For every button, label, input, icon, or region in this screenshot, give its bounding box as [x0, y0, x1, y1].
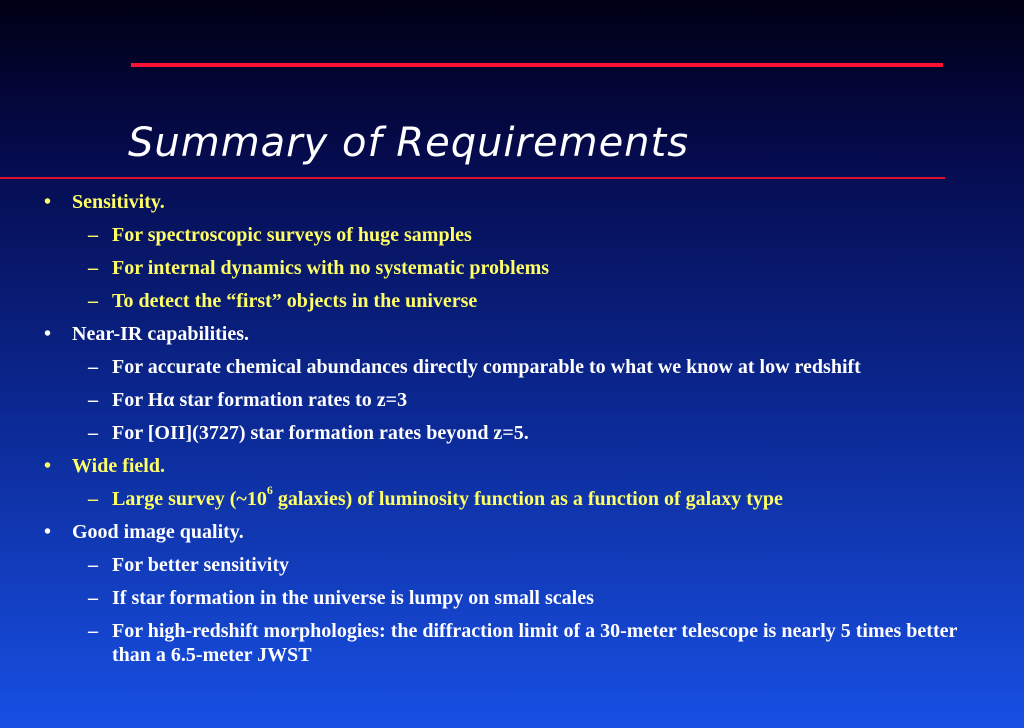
sub-bullet	[88, 553, 972, 577]
dash-marker: –	[88, 356, 98, 378]
sub-bullet-text: For internal dynamics with no systematic problems	[112, 257, 550, 279]
dash-marker: –	[88, 587, 98, 609]
sub-bullet	[88, 256, 972, 280]
bullet-label: Wide field.	[72, 455, 165, 477]
bullet-sensitivity	[44, 190, 972, 214]
title-rule-bottom	[0, 177, 945, 179]
sub-bullet-text: For accurate chemical abundances directly comparable to what we know at low redshift	[112, 356, 861, 378]
sub-bullet	[88, 619, 972, 667]
sub-bullet-text: For high-redshift morphologies: the diffraction limit of a 30-meter telescope is nearly 5 times better than a 6.5-meter JWST	[112, 620, 958, 666]
dash-marker: –	[88, 620, 98, 642]
bullet-marker: •	[44, 455, 52, 477]
sub-bullet-text-suffix: galaxies) of luminosity function as a function of galaxy type	[272, 488, 783, 510]
bullet-marker: •	[44, 323, 52, 345]
sub-bullet	[88, 355, 972, 379]
bullet-label: Good image quality.	[72, 521, 244, 543]
sub-bullet-text: To detect the “first” objects in the universe	[112, 290, 478, 312]
sub-bullet	[88, 586, 972, 610]
dash-marker: –	[88, 290, 98, 312]
exponent: 6	[266, 483, 273, 498]
bullet-marker: •	[44, 191, 52, 213]
bullet-label: Sensitivity.	[72, 191, 165, 213]
slide-content	[0, 190, 1024, 676]
sub-bullet-text: For spectroscopic surveys of huge samples	[112, 224, 472, 246]
slide-title: Summary of Requirements	[128, 120, 690, 166]
dash-marker: –	[88, 257, 98, 279]
dash-marker: –	[88, 389, 98, 411]
sub-bullet-text: For [OII](3727) star formation rates beyond z=5.	[112, 422, 529, 444]
title-rule-top	[131, 63, 943, 67]
sub-bullet-text: If star formation in the universe is lumpy on small scales	[112, 587, 594, 609]
sub-bullet	[88, 289, 972, 313]
bullet-wide-field	[44, 454, 972, 478]
sub-bullet	[88, 223, 972, 247]
dash-marker: –	[88, 488, 98, 510]
dash-marker: –	[88, 554, 98, 576]
bullet-image-quality	[44, 520, 972, 544]
dash-marker: –	[88, 422, 98, 444]
sub-bullet-text: For Hα star formation rates to z=3	[112, 389, 408, 411]
bullet-label: Near-IR capabilities.	[72, 323, 250, 345]
sub-bullet	[88, 483, 972, 511]
bullet-marker: •	[44, 521, 52, 543]
dash-marker: –	[88, 224, 98, 246]
bullet-near-ir	[44, 322, 972, 346]
sub-bullet-text-prefix: Large survey (~10	[112, 488, 267, 510]
sub-bullet-text: For better sensitivity	[112, 554, 290, 576]
sub-bullet	[88, 388, 972, 412]
sub-bullet	[88, 421, 972, 445]
